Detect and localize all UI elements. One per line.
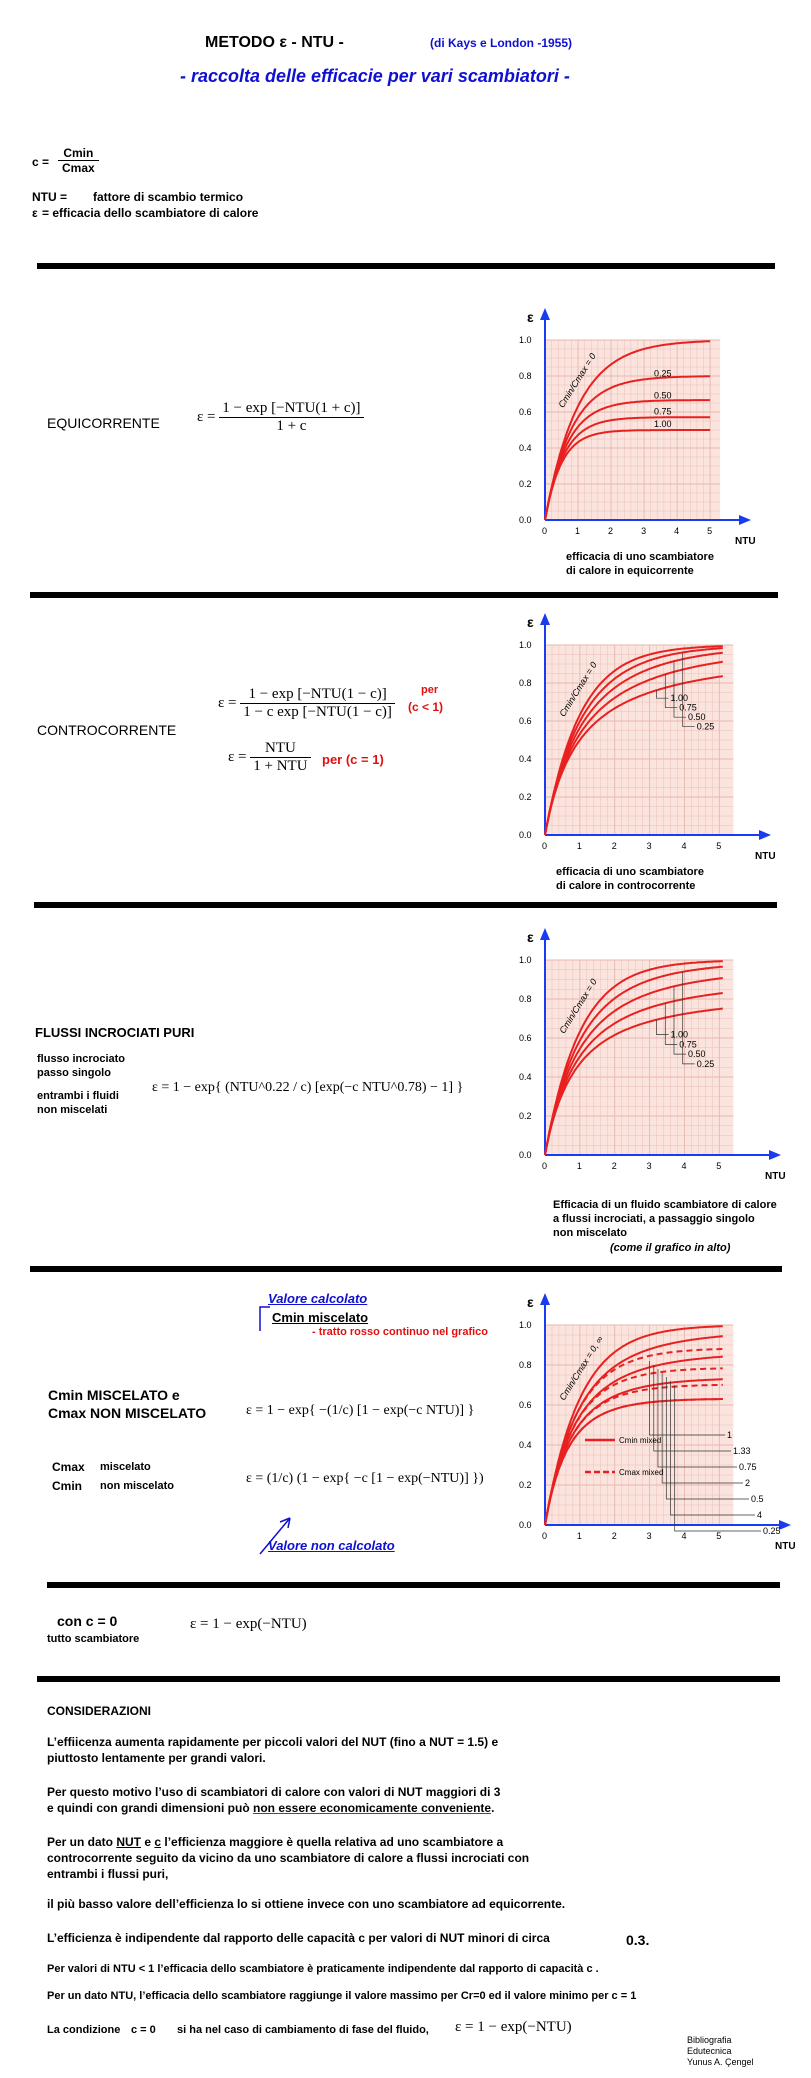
x-tick-label: 0	[542, 841, 548, 851]
cons-p1b: piuttosto lentamente per grandi valori.	[47, 1751, 266, 1765]
cons-p5a: L’efficienza è indipendente dal rapporto delle capacità c per valori di NUT minori di circa	[47, 1931, 550, 1945]
incrociati-chart	[505, 920, 795, 1185]
incrociati-note-1: flusso incrociato	[37, 1053, 126, 1065]
curve-value-label: 0.75	[679, 1039, 697, 1050]
x-tick-label: 1	[576, 841, 582, 851]
page-source: (di Kays e London -1955)	[430, 36, 573, 50]
c-fraction	[58, 146, 99, 175]
cons-p2a: Per questo motivo l’uso di scambiatori di calore con valori di NUT maggiori di 3	[47, 1785, 501, 1799]
incrociati-label: FLUSSI INCROCIATI PURI	[35, 1025, 195, 1040]
misto-label-2: Cmax NON MISCELATO	[48, 1405, 207, 1421]
legend-label-min: Cmin mixed	[619, 1436, 662, 1445]
x-tick-label: 5	[716, 1161, 722, 1171]
divider	[37, 263, 775, 269]
misto-label-3a: Cmax	[52, 1460, 85, 1474]
bibliography-line-2: Edutecnica	[687, 2046, 732, 2056]
y-tick-label: 0.6	[519, 716, 532, 726]
curve-value-label: 0.75	[653, 406, 672, 417]
y-tick-label: 0.8	[519, 1360, 532, 1370]
y-tick-label: 0.4	[519, 754, 532, 764]
bibliography	[687, 2035, 754, 2068]
cons-p8d: ε = 1 − exp(−NTU)	[455, 2019, 572, 2035]
formula-num: NTU	[250, 740, 310, 758]
x-axis-label: NTU	[765, 1171, 786, 1182]
y-tick-label: 0.0	[519, 515, 532, 525]
curve-value-label: 0.75	[739, 1462, 757, 1472]
y-tick-label: 0.4	[519, 1072, 532, 1082]
cons-p2b-pre: e quindi con grandi dimensioni può	[47, 1801, 253, 1815]
controcorrente-label: CONTROCORRENTE	[37, 722, 177, 738]
y-tick-label: 0.0	[519, 1150, 532, 1160]
cons-p2b-underline: non essere economicamente conveniente	[253, 1801, 492, 1815]
controcorrente-note-a: per	[421, 684, 439, 696]
y-tick-label: 1.0	[519, 955, 532, 965]
y-axis-label: ε	[527, 929, 534, 945]
controcorrente-note-b: (c < 1)	[408, 700, 444, 714]
misto-formula-2: ε = (1/c) (1 − exp{ −c [1 − exp(−NTU)] })	[246, 1471, 484, 1486]
x-tick-label: 0	[542, 1531, 548, 1541]
incrociati-caption-4: (come il grafico in alto)	[610, 1242, 731, 1254]
page-subtitle: - raccolta delle efficacie per vari scambiatori -	[180, 66, 570, 86]
incrociati-caption-3: non miscelato	[553, 1227, 627, 1239]
curve-family-label: Cmin/Cmax = 0	[556, 351, 598, 410]
curve-value-label: 1	[727, 1430, 733, 1440]
equicorrente-caption-1: efficacia di uno scambiatore	[566, 551, 714, 563]
y-axis-label: ε	[527, 309, 534, 325]
misto-label-4b: non miscelato	[100, 1480, 174, 1492]
x-tick-label: 3	[646, 1531, 652, 1541]
formula-num: 1 − exp [−NTU(1 − c)]	[240, 686, 395, 704]
equicorrente-label: EQUICORRENTE	[47, 415, 160, 431]
eps-label: ε	[32, 206, 38, 220]
formula-eps: ε =	[197, 408, 216, 425]
x-axis-label: NTU	[775, 1541, 796, 1552]
cons-p3c: entrambi i flussi puri,	[47, 1867, 169, 1881]
cons-p8b: c = 0	[131, 2024, 156, 2036]
bracket-arrow-icon	[254, 1305, 274, 1333]
curve-value-label: 0.50	[687, 712, 706, 723]
curve-value-label: 1.00	[653, 419, 672, 430]
y-tick-label: 0.2	[519, 1480, 532, 1490]
ntu-label: NTU =	[32, 190, 68, 204]
czero-label: con c = 0	[57, 1613, 118, 1629]
formula-num: 1 − exp [−NTU(1 + c)]	[219, 400, 363, 418]
c-label: c =	[32, 155, 50, 169]
y-tick-label: 0.0	[519, 830, 532, 840]
y-axis-arrow-icon	[540, 613, 550, 625]
x-axis-arrow-icon	[779, 1520, 791, 1530]
czero-sub: tutto scambiatore	[47, 1633, 140, 1645]
controcorrente-formula-2	[228, 740, 311, 775]
c-den: Cmax	[62, 161, 95, 175]
y-axis-label: ε	[527, 614, 534, 630]
cons-p1a: L’effiicenza aumenta rapidamente per piccoli valori del NUT (fino a NUT = 1.5) e	[47, 1735, 499, 1749]
y-tick-label: 1.0	[519, 1320, 532, 1330]
curve-value-label: 0.25	[653, 368, 672, 379]
x-axis-arrow-icon	[769, 1150, 781, 1160]
curve-value-label: 4	[757, 1510, 763, 1520]
curve-value-label: 2	[745, 1478, 751, 1488]
y-tick-label: 0.8	[519, 371, 532, 381]
cons-p8c: si ha nel caso di cambiamento di fase del fluido,	[177, 2024, 429, 2036]
note-tratto-rosso: - tratto rosso continuo nel grafico	[312, 1326, 489, 1338]
controcorrente-note-c: per (c = 1)	[322, 752, 384, 767]
x-axis-arrow-icon	[759, 830, 771, 840]
curve-family-label: Cmin/Cmax = 0, ∞	[557, 1334, 605, 1403]
curve-value-label: 0.75	[679, 702, 697, 713]
cons-p8a: La condizione	[47, 2024, 121, 2036]
formula-den: 1 − c exp [−NTU(1 − c)]	[243, 704, 392, 720]
equicorrente-caption-2: di calore in equicorrente	[566, 565, 694, 577]
note-calcolato: Valore calcolato	[268, 1291, 368, 1306]
y-tick-label: 0.6	[519, 1400, 532, 1410]
ntu-desc: fattore di scambio termico	[93, 190, 244, 204]
formula-den: 1 + c	[276, 418, 307, 434]
x-tick-label: 1	[576, 1531, 582, 1541]
equicorrente-chart	[505, 300, 765, 550]
divider	[47, 1582, 780, 1588]
x-tick-label: 3	[641, 526, 647, 536]
misto-label-3b: miscelato	[100, 1461, 151, 1473]
misto-label-1: Cmin MISCELATO e	[48, 1387, 180, 1403]
curve-family-label: Cmin/Cmax = 0	[557, 977, 599, 1036]
note-non-calcolato: Valore non calcolato	[268, 1538, 395, 1553]
incrociati-note-3: entrambi i fluidi	[37, 1090, 119, 1102]
curve-family-label: Cmin/Cmax = 0	[557, 660, 599, 719]
divider	[37, 1676, 780, 1682]
x-tick-label: 0	[542, 526, 548, 536]
x-tick-label: 0	[542, 1161, 548, 1171]
page-title: METODO ε - NTU -	[205, 34, 344, 51]
y-axis-label: ε	[527, 1294, 534, 1310]
cons-p2b	[47, 1801, 494, 1815]
y-axis-arrow-icon	[540, 308, 550, 320]
x-axis-label: NTU	[755, 851, 776, 862]
equicorrente-formula	[197, 400, 364, 435]
x-axis-arrow-icon	[739, 515, 751, 525]
cons-p3-nut: NUT	[116, 1835, 142, 1849]
y-tick-label: 0.4	[519, 443, 532, 453]
x-tick-label: 5	[716, 841, 722, 851]
divider	[30, 1266, 782, 1272]
eps-desc: = efficacia dello scambiatore di calore	[42, 206, 259, 220]
y-tick-label: 0.2	[519, 479, 532, 489]
x-axis-label: NTU	[735, 536, 756, 547]
curve-value-label: 0.25	[696, 1058, 715, 1069]
czero-formula: ε = 1 − exp(−NTU)	[190, 1616, 307, 1632]
incrociati-caption-2: a flussi incrociati, a passaggio singolo	[553, 1213, 755, 1225]
x-tick-label: 2	[611, 841, 617, 851]
cons-p6: Per valori di NTU < 1 l’efficacia dello scambiatore è praticamente indipendente dal rapporto di capacità c .	[47, 1963, 599, 1975]
cons-p5b: 0.3.	[626, 1932, 650, 1948]
x-tick-label: 2	[608, 526, 614, 536]
curve-value-label: 0.25	[696, 721, 715, 732]
misto-formula-1: ε = 1 − exp{ −(1/c) [1 − exp(−c NTU)] }	[246, 1403, 475, 1418]
curve-value-label: 0.50	[687, 1049, 706, 1060]
x-tick-label: 4	[681, 841, 687, 851]
y-tick-label: 0.6	[519, 1033, 532, 1043]
c-num: Cmin	[58, 146, 99, 161]
y-tick-label: 0.2	[519, 1111, 532, 1121]
x-tick-label: 2	[611, 1531, 617, 1541]
x-tick-label: 4	[681, 1161, 687, 1171]
y-tick-label: 0.8	[519, 994, 532, 1004]
bibliography-line-1: Bibliografia	[687, 2035, 732, 2045]
controcorrente-formula-1	[218, 686, 395, 721]
cons-p3-post: l’efficienza maggiore è quella relativa ad uno scambiatore a	[161, 1835, 504, 1849]
y-tick-label: 0.6	[519, 407, 532, 417]
y-tick-label: 1.0	[519, 335, 532, 345]
formula-den: 1 + NTU	[253, 758, 308, 774]
y-tick-label: 1.0	[519, 640, 532, 650]
cons-p4: il più basso valore dell’efficienza lo si ottiene invece con uno scambiatore ad equicorrente.	[47, 1897, 566, 1911]
x-tick-label: 4	[674, 526, 680, 536]
misto-label-4a: Cmin	[52, 1479, 82, 1493]
cons-p3a	[47, 1835, 503, 1849]
curve-value-label: 1.00	[670, 693, 689, 704]
curve-value-label: 1.33	[733, 1446, 751, 1456]
curve-value-label: 0.50	[653, 390, 672, 401]
y-tick-label: 0.0	[519, 1520, 532, 1530]
y-tick-label: 0.2	[519, 792, 532, 802]
x-tick-label: 3	[646, 841, 652, 851]
incrociati-caption-1: Efficacia di un fluido scambiatore di calore	[553, 1199, 777, 1211]
x-tick-label: 3	[646, 1161, 652, 1171]
curve-value-label: 0.25	[763, 1526, 781, 1536]
x-tick-label: 4	[681, 1531, 687, 1541]
curve-value-label: 1.00	[670, 1029, 689, 1040]
incrociati-note-2: passo singolo	[37, 1067, 111, 1079]
cons-p3b: controcorrente seguito da vicino da uno scambiatore di calore a flussi incrociati con	[47, 1851, 530, 1865]
misto-chart	[505, 1285, 805, 1555]
considerazioni-title: CONSIDERAZIONI	[47, 1704, 152, 1718]
cons-p3-pre: Per un dato	[47, 1835, 117, 1849]
legend-label-max: Cmax mixed	[619, 1468, 664, 1477]
x-tick-label: 2	[611, 1161, 617, 1171]
formula-eps: ε =	[228, 748, 247, 765]
x-tick-label: 5	[707, 526, 713, 536]
curve-value-label: 0.5	[751, 1494, 764, 1504]
x-tick-label: 1	[575, 526, 581, 536]
y-tick-label: 0.8	[519, 678, 532, 688]
divider	[34, 902, 777, 908]
x-tick-label: 1	[576, 1161, 582, 1171]
cons-p2b-post: .	[491, 1801, 495, 1815]
y-axis-arrow-icon	[540, 1293, 550, 1305]
controcorrente-caption-1: efficacia di uno scambiatore	[556, 866, 704, 878]
note-cmin-miscelato: Cmin miscelato	[272, 1310, 369, 1325]
incrociati-note-4: non miscelati	[37, 1104, 108, 1116]
bibliography-line-3: Yunus A. Çengel	[687, 2057, 754, 2067]
formula-eps: ε =	[218, 694, 237, 711]
controcorrente-caption-2: di calore in controcorrente	[556, 880, 696, 892]
y-tick-label: 0.4	[519, 1440, 532, 1450]
incrociati-formula: ε = 1 − exp{ (NTU^0.22 / c) [exp(−c NTU^0.78) − 1] }	[152, 1080, 464, 1095]
y-axis-arrow-icon	[540, 928, 550, 940]
controcorrente-chart	[505, 605, 785, 865]
divider	[30, 592, 778, 598]
cons-p7: Per un dato NTU, l’efficacia dello scambiatore raggiunge il valore massimo per Cr=0 ed il valore minimo per c = 1	[47, 1990, 637, 2002]
cons-p3-mid: e	[141, 1835, 155, 1849]
x-tick-label: 5	[716, 1531, 722, 1541]
cons-p3-c: c	[154, 1835, 162, 1849]
